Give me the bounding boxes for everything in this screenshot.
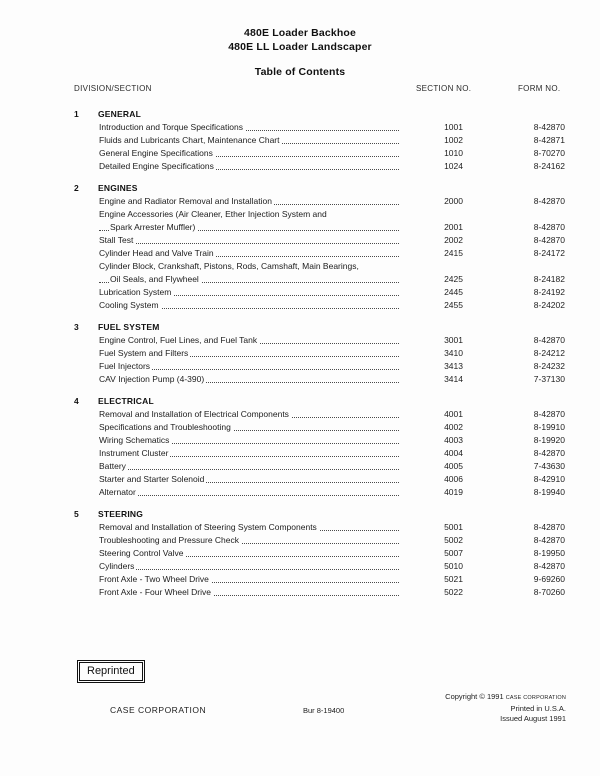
- toc-dot-leader: [99, 560, 437, 573]
- toc-division-name: ENGINES: [98, 183, 138, 193]
- toc-entry[interactable]: [0, 560, 600, 573]
- toc-entry-form-number: 8-42870: [533, 535, 565, 545]
- toc-entry-section-number: 2002: [400, 234, 463, 247]
- toc-entry-form-number: 7-43630: [533, 461, 565, 471]
- toc-entry-form-number: 8-19920: [533, 435, 565, 445]
- toc-entry-section-number: 2415: [400, 247, 463, 260]
- toc-entry[interactable]: [0, 286, 600, 299]
- toc-division-name: STEERING: [98, 509, 144, 519]
- toc-entry-form-number: 8-42870: [533, 235, 565, 245]
- toc-entry-section-number: 4019: [400, 486, 463, 499]
- toc-entry-title: Battery: [99, 461, 126, 471]
- toc-entry[interactable]: [0, 134, 600, 147]
- toc-entry-form-number: 8-19950: [533, 548, 565, 558]
- toc-entry-form-number: 8-42870: [533, 448, 565, 458]
- toc-entry-section-number: 1002: [400, 134, 463, 147]
- footer-copyright-prefix: Copyright © 1991: [445, 692, 504, 701]
- toc-entry-form-number: 8-24212: [533, 348, 565, 358]
- toc-entry-section-number: 2455: [400, 299, 463, 312]
- toc-entry[interactable]: [0, 421, 600, 434]
- toc-entry-form-number: 8-24202: [533, 300, 565, 310]
- toc-entry[interactable]: [0, 234, 600, 247]
- document-title-block: [0, 26, 600, 78]
- column-header-division: DIVISION/SECTION: [74, 84, 152, 93]
- toc-entry[interactable]: [0, 547, 600, 560]
- toc-entry-form-number: 8-24232: [533, 361, 565, 371]
- column-headers: [0, 84, 600, 98]
- toc-entry[interactable]: [0, 486, 600, 499]
- toc-division-number: 3: [74, 322, 79, 332]
- table-of-contents: [0, 108, 600, 608]
- toc-division-heading: [0, 182, 600, 195]
- toc-division: [0, 108, 600, 173]
- toc-entry-title: Stall Test: [99, 235, 134, 245]
- page-title: Table of Contents: [254, 66, 346, 78]
- toc-entry-section-number: 5002: [400, 534, 463, 547]
- toc-entry-title: Fuel System and Filters: [99, 348, 189, 358]
- toc-entry[interactable]: [0, 360, 600, 373]
- toc-entry-title: Removal and Installation of Electrical Components: [99, 409, 289, 419]
- footer-copyright-block: [445, 692, 566, 725]
- toc-entry-title: Cooling System: [99, 300, 159, 310]
- toc-entry-title: Engine and Radiator Removal and Installation: [99, 196, 272, 206]
- toc-division-number: 2: [74, 183, 79, 193]
- toc-entry[interactable]: [0, 447, 600, 460]
- toc-entry-title: Cylinder Block, Crankshaft, Pistons, Rods, Camshaft, Main Bearings,: [99, 261, 359, 271]
- toc-entry-title: Fuel Injectors: [99, 361, 151, 371]
- toc-entry-title: Wiring Schematics: [99, 435, 170, 445]
- toc-division-number: 1: [74, 109, 79, 119]
- toc-entry-section-number: 3414: [400, 373, 463, 386]
- column-header-section-no: SECTION NO.: [416, 84, 472, 93]
- toc-division-heading: [0, 395, 600, 408]
- toc-entry-section-number: 1010: [400, 147, 463, 160]
- toc-entry-title: CAV Injection Pump (4-390): [99, 374, 205, 384]
- toc-entry-section-number: 5007: [400, 547, 463, 560]
- toc-entry-section-number: 3001: [400, 334, 463, 347]
- toc-entry-title: Front Axle - Four Wheel Drive: [99, 587, 211, 597]
- toc-entry-form-number: 8-19940: [533, 487, 565, 497]
- toc-entry-section-number: 5021: [400, 573, 463, 586]
- toc-division-name: GENERAL: [98, 109, 141, 119]
- toc-entry[interactable]: [0, 408, 600, 421]
- toc-entry-section-number: 2425: [400, 273, 463, 286]
- toc-entry-form-number: 8-24192: [533, 287, 565, 297]
- toc-division: [0, 321, 600, 386]
- toc-entry-form-number: 8-42870: [533, 122, 565, 132]
- model-title-line-2: 480E LL Loader Landscaper: [228, 41, 372, 53]
- toc-division: [0, 182, 600, 312]
- toc-entry-title: Alternator: [99, 487, 136, 497]
- toc-entry-title: Cylinder Head and Valve Train: [99, 248, 214, 258]
- toc-entry[interactable]: [0, 208, 600, 221]
- toc-division-number: 5: [74, 509, 79, 519]
- toc-entry-form-number: 8-70270: [533, 148, 565, 158]
- toc-entry-section-number: 3413: [400, 360, 463, 373]
- toc-entry-form-number: 7-37130: [533, 374, 565, 384]
- toc-entry[interactable]: [0, 586, 600, 599]
- footer-printed-in: Printed in U.S.A.: [510, 703, 566, 713]
- toc-entry[interactable]: [0, 273, 600, 286]
- toc-entry-title: Front Axle - Two Wheel Drive: [99, 574, 209, 584]
- toc-entry-title: Instrument Cluster: [99, 448, 169, 458]
- reprinted-stamp-label: Reprinted: [79, 662, 143, 681]
- toc-entry-form-number: 8-24162: [533, 161, 565, 171]
- toc-entry-title: Steering Control Valve: [99, 548, 184, 558]
- toc-entry-title: Engine Control, Fuel Lines, and Fuel Tank: [99, 335, 258, 345]
- toc-entry-title: Troubleshooting and Pressure Check: [99, 535, 240, 545]
- toc-entry[interactable]: [0, 160, 600, 173]
- toc-entry-form-number: 8-42910: [533, 474, 565, 484]
- toc-division-heading: [0, 108, 600, 121]
- toc-entry[interactable]: [0, 334, 600, 347]
- toc-entry[interactable]: [0, 373, 600, 386]
- toc-entry-title: Detailed Engine Specifications: [99, 161, 214, 171]
- toc-entry[interactable]: [0, 247, 600, 260]
- toc-entry-title: Cylinders: [99, 561, 135, 571]
- toc-entry-form-number: 8-42870: [533, 522, 565, 532]
- toc-entry[interactable]: [0, 147, 600, 160]
- toc-entry-section-number: 5010: [400, 560, 463, 573]
- column-header-form-no: FORM NO.: [518, 84, 561, 93]
- toc-division-number: 4: [74, 396, 79, 406]
- toc-entry-section-number: 4002: [400, 421, 463, 434]
- toc-entry-form-number: 8-42870: [533, 222, 565, 232]
- toc-entry[interactable]: [0, 299, 600, 312]
- toc-entry-title: Oil Seals, and Flywheel: [110, 274, 199, 284]
- toc-division-heading: [0, 508, 600, 521]
- toc-entry-title: General Engine Specifications: [99, 148, 213, 158]
- toc-dot-leader: [99, 234, 437, 247]
- toc-entry-form-number: 9-69260: [533, 574, 565, 584]
- toc-entry[interactable]: [0, 573, 600, 586]
- toc-entry[interactable]: [0, 221, 600, 234]
- toc-entry-section-number: 1001: [400, 121, 463, 134]
- toc-entry-form-number: 8-24182: [533, 274, 565, 284]
- toc-entry-title: Spark Arrester Muffler): [110, 222, 196, 232]
- toc-entry[interactable]: [0, 534, 600, 547]
- toc-entry[interactable]: [0, 434, 600, 447]
- footer-bulletin-number: Bur 8-19400: [303, 706, 345, 715]
- toc-entry-form-number: 8-24172: [533, 248, 565, 258]
- toc-dot-leader: [99, 486, 437, 499]
- reprinted-stamp: [77, 660, 145, 683]
- footer-issued-date: Issued August 1991: [500, 714, 566, 723]
- toc-entry-title: Starter and Starter Solenoid: [99, 474, 205, 484]
- footer-copyright-company: CASE CORPORATION: [505, 695, 566, 701]
- toc-dot-leader: [99, 460, 437, 473]
- toc-entry-form-number: 8-42870: [533, 196, 565, 206]
- model-title-line-1: 480E Loader Backhoe: [244, 27, 356, 39]
- toc-entry-section-number: 2445: [400, 286, 463, 299]
- toc-entry-title: Introduction and Torque Specifications: [99, 122, 243, 132]
- footer-company-name: CASE CORPORATION: [110, 705, 207, 715]
- toc-entry-section-number: 4001: [400, 408, 463, 421]
- toc-entry-form-number: 8-19910: [533, 422, 565, 432]
- toc-division: [0, 508, 600, 599]
- toc-entry[interactable]: [0, 521, 600, 534]
- toc-entry-section-number: 1024: [400, 160, 463, 173]
- toc-division-name: ELECTRICAL: [98, 396, 154, 406]
- toc-entry-title: Removal and Installation of Steering System Components: [99, 522, 317, 532]
- toc-entry-form-number: 8-42870: [533, 561, 565, 571]
- toc-entry-title: Lubrication System: [99, 287, 172, 297]
- toc-entry-section-number: 4003: [400, 434, 463, 447]
- toc-entry-section-number: 3410: [400, 347, 463, 360]
- toc-entry[interactable]: [0, 260, 600, 273]
- toc-entry-title: Engine Accessories (Air Cleaner, Ether Injection System and: [99, 209, 327, 219]
- toc-entry-form-number: 8-42871: [533, 135, 565, 145]
- toc-division-name: FUEL SYSTEM: [98, 322, 160, 332]
- toc-entry[interactable]: [0, 195, 600, 208]
- toc-entry[interactable]: [0, 347, 600, 360]
- toc-entry-section-number: 2000: [400, 195, 463, 208]
- toc-division: [0, 395, 600, 499]
- toc-entry-section-number: 4005: [400, 460, 463, 473]
- toc-entry-title: Specifications and Troubleshooting: [99, 422, 231, 432]
- toc-entry-section-number: 2001: [400, 221, 463, 234]
- toc-entry-title: Fluids and Lubricants Chart, Maintenance Chart: [99, 135, 280, 145]
- footer-copyright-line: [445, 692, 566, 704]
- toc-entry-section-number: 5022: [400, 586, 463, 599]
- toc-division-heading: [0, 321, 600, 334]
- toc-entry-form-number: 8-42870: [533, 335, 565, 345]
- toc-entry[interactable]: [0, 121, 600, 134]
- toc-entry[interactable]: [0, 460, 600, 473]
- toc-entry-section-number: 4006: [400, 473, 463, 486]
- toc-entry-form-number: 8-42870: [533, 409, 565, 419]
- toc-entry-section-number: 5001: [400, 521, 463, 534]
- toc-entry-section-number: 4004: [400, 447, 463, 460]
- toc-entry[interactable]: [0, 473, 600, 486]
- toc-entry-form-number: 8-70260: [533, 587, 565, 597]
